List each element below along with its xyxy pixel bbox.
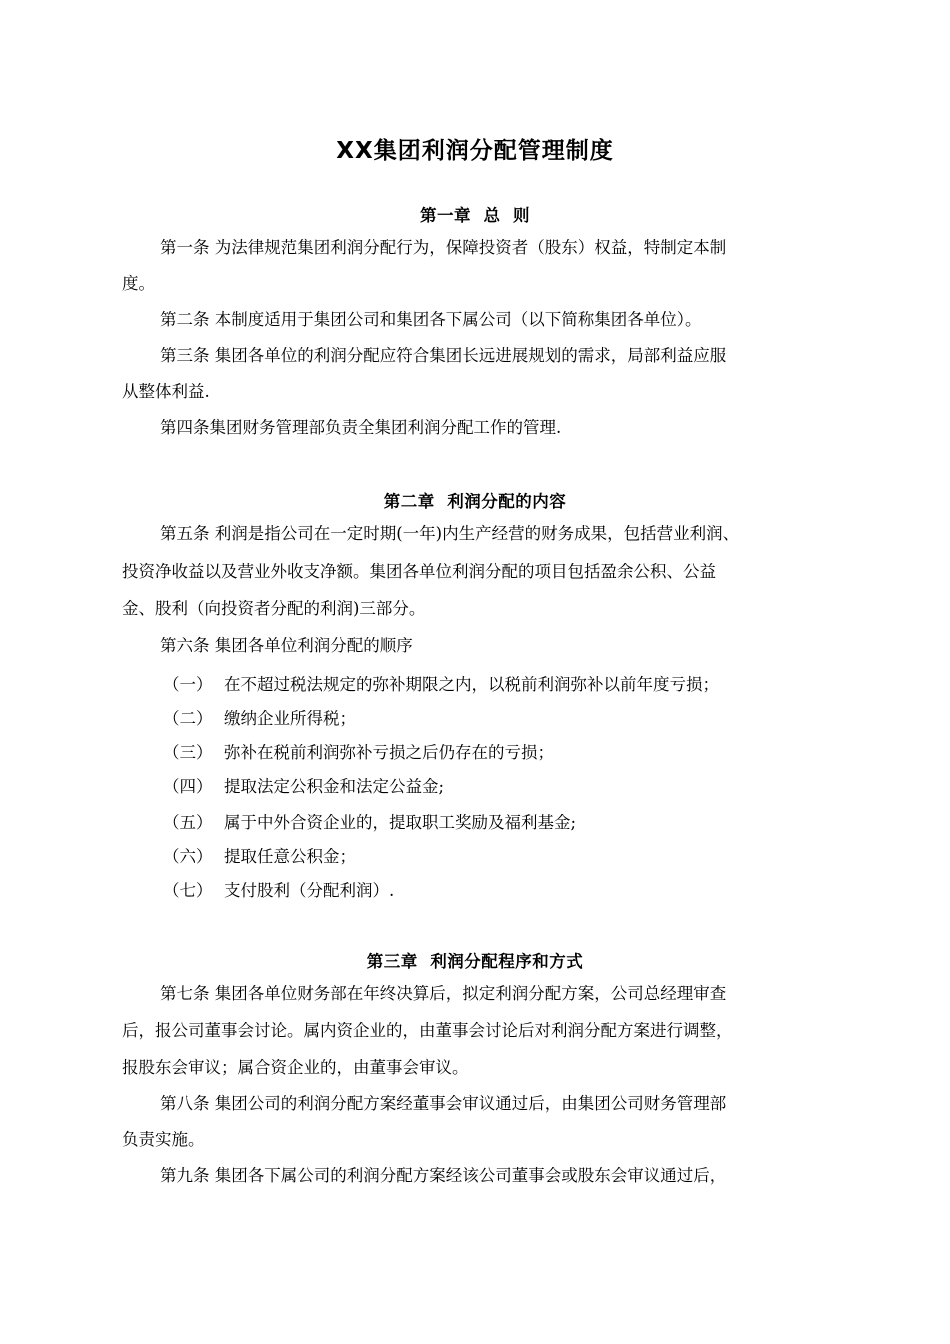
list-item-number: （四）: [163, 777, 213, 796]
paragraph-line: 从整体利益.: [122, 382, 210, 401]
list-item-number: （一）: [163, 675, 213, 694]
list-item-number: （七）: [163, 881, 213, 900]
list-item-text: 弥补在税前利润弥补亏损之后仍存在的亏损；: [224, 743, 554, 762]
paragraph-line: 第六条 集团各单位利润分配的顺序: [160, 636, 413, 655]
chapter-heading: 第三章 利润分配程序和方式: [366, 952, 584, 971]
paragraph-line: 投资净收益以及营业外收支净额。集团各单位利润分配的项目包括盈余公积、公益: [122, 562, 716, 581]
document-title: XX集团利润分配管理制度: [336, 138, 614, 164]
paragraph-line: 第七条 集团各单位财务部在年终决算后，拟定利润分配方案，公司总经理审查: [160, 984, 727, 1003]
paragraph-line: 度。: [122, 274, 155, 293]
list-item-text: 提取任意公积金；: [224, 847, 356, 866]
paragraph-line: 负责实施。: [122, 1130, 205, 1149]
list-item-text: 缴纳企业所得税；: [224, 709, 356, 728]
list-item-text: 提取法定公积金和法定公益金;: [224, 777, 445, 796]
paragraph-line: 第三条 集团各单位的利润分配应符合集团长远进展规划的需求，局部利益应服: [160, 346, 727, 365]
chapter-heading: 第二章 利润分配的内容: [383, 492, 567, 511]
paragraph-line: 第一条 为法律规范集团利润分配行为，保障投资者（股东）权益，特制定本制: [160, 238, 727, 257]
paragraph-line: 第九条 集团各下属公司的利润分配方案经该公司董事会或股东会审议通过后，: [160, 1166, 727, 1185]
paragraph-line: 第五条 利润是指公司在一定时期(一年)内生产经营的财务成果，包括营业利润、: [160, 524, 740, 543]
list-item-number: （三）: [163, 743, 213, 762]
list-item-text: 在不超过税法规定的弥补期限之内，以税前利润弥补以前年度亏损；: [224, 675, 719, 694]
paragraph-line: 金、股利（向投资者分配的利润)三部分。: [122, 599, 426, 618]
chapter-heading: 第一章 总 则: [420, 206, 530, 225]
list-item-number: （五）: [163, 813, 213, 832]
list-item-number: （二）: [163, 709, 213, 728]
paragraph-line: 第四条集团财务管理部负责全集团利润分配工作的管理.: [160, 418, 562, 437]
list-item-text: 属于中外合资企业的，提取职工奖励及福利基金;: [224, 813, 577, 832]
paragraph-line: 后，报公司董事会讨论。属内资企业的，由董事会讨论后对利润分配方案进行调整，: [122, 1021, 733, 1040]
paragraph-line: 第二条 本制度适用于集团公司和集团各下属公司（以下简称集团各单位）。: [160, 310, 702, 329]
list-item-number: （六）: [163, 847, 213, 866]
paragraph-line: 第八条 集团公司的利润分配方案经董事会审议通过后，由集团公司财务管理部: [160, 1094, 727, 1113]
list-item-text: 支付股利（分配利润）.: [224, 881, 395, 900]
paragraph-line: 报股东会审议；属合资企业的，由董事会审议。: [122, 1058, 469, 1077]
